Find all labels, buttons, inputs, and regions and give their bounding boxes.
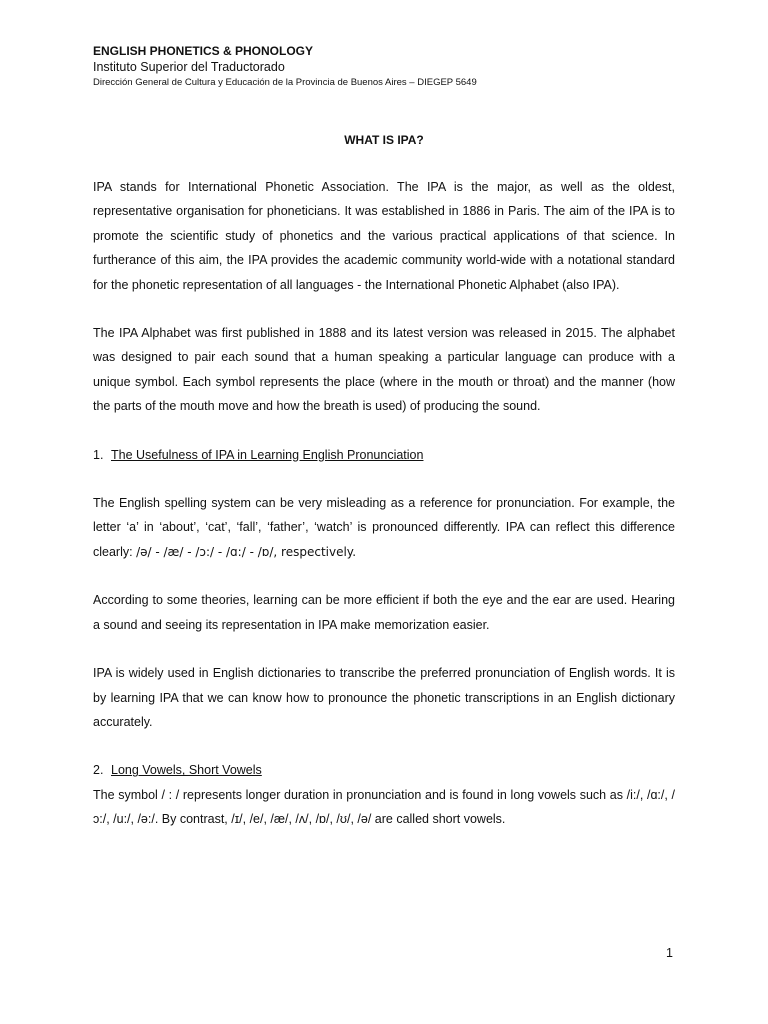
section-1-heading (93, 443, 675, 467)
section-1-paragraph-2: According to some theories, learning can be more efficient if both the eye and the ear are used. Hearing a sound and seeing its representation in IPA make memorization easier. (93, 593, 675, 632)
direction-line: Dirección General de Cultura y Educación de la Provincia de Buenos Aires – DIEGEP 5649 (93, 77, 477, 88)
section-2-paragraph-1: The symbol / : / represents longer duration in pronunciation and is found in long vowels such as /i:/, /ɑ:/, /ɔ:/, /u:/, /ə:/. By contrast, /ɪ/, /e/, /æ/, /ʌ/, /ɒ/, /ʊ/, /ə/ are called short vowels. (93, 787, 675, 827)
intro-paragraph-2: The IPA Alphabet was first published in 1888 and its latest version was released in 2015. The alphabet was designed to pair each sound that a human speaking a particular language can produce with a unique symbol. Each symbol represents the place (where in the mouth or throat) and the manner (how the parts of the mouth move and how the breath is used) of producing the sound. (93, 326, 675, 414)
section-1-title: The Usefulness of IPA in Learning English Pronunciation (111, 447, 424, 462)
section-1-paragraph-1 (93, 491, 675, 564)
page-header (93, 43, 683, 90)
section-2-title: Long Vowels, Short Vowels (111, 763, 262, 778)
section-1-paragraph-3: IPA is widely used in English dictionaries to transcribe the preferred pronunciation of English words. It is by learning IPA that we can know how to pronounce the phonetic transcriptions in an English dictionary accurately. (93, 666, 675, 729)
intro-paragraph-1: IPA stands for International Phonetic Association. The IPA is the major, as well as the oldest, representative organisation for phoneticians. It was established in 1886 in Paris. The aim of the IPA is to promote the scientific study of phonetics and the various practical applications of that science. In furtherance of this aim, the IPA provides the academic community world-wide with a notational standard for the phonetic representation of all languages - the International Phonetic Alphabet (also IPA). (93, 180, 675, 292)
section-2-number: 2. (93, 763, 104, 778)
course-title: ENGLISH PHONETICS & PHONOLOGY (93, 44, 314, 58)
institute-name: Instituto Superior del Traductorado (93, 60, 285, 74)
section-2-heading (93, 758, 675, 782)
section-1-ipa-examples: /ə/ - /æ/ - /ɔ:/ - /ɑ:/ - /ɒ/, respectively. (136, 544, 357, 559)
document-title: WHAT IS IPA? (344, 133, 424, 147)
section-1-paragraph-1-text: The English spelling system can be very misleading as a reference for pronunciation. For example, the letter ‘a’ in ‘about’, ‘cat’, ‘fall’, ‘father’, ‘watch’ is pronounced differently. IPA can reflect this difference clearly: (93, 496, 675, 559)
document-body (93, 130, 675, 832)
page-number: 1 (666, 946, 673, 960)
section-1-number: 1. (93, 447, 104, 462)
